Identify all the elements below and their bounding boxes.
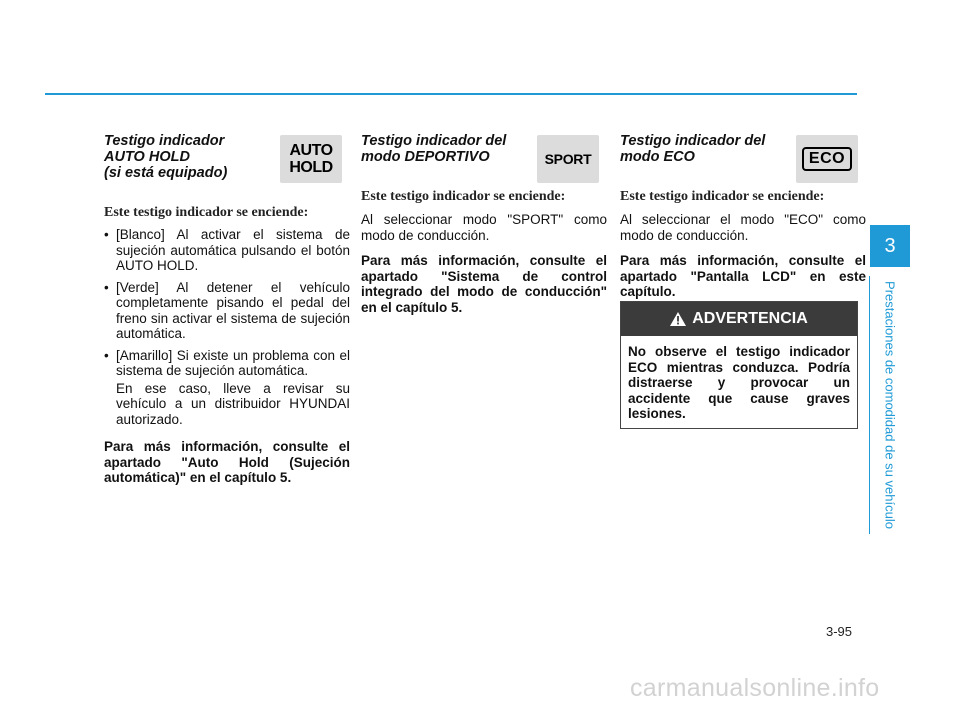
section-note: Para más información, consulte el apartado "Pantalla LCD" en este capítulo. [620, 253, 866, 299]
section-subhead: Este testigo indicador se enciende: [361, 189, 566, 204]
section-note: Para más información, consulte el apartado "Sistema de control integrado del modo de conducción" en el capítulo 5. [361, 253, 607, 315]
section-body: Al seleccionar modo "SPORT" como modo de conducción. [361, 212, 607, 243]
watermark: carmanualsonline.info [630, 674, 880, 702]
page-number: 3-95 [826, 624, 853, 639]
section-body: Al seleccionar el modo "ECO" como modo de conducción. [620, 212, 866, 243]
eco-indicator-icon: ECO [796, 135, 858, 183]
list-item: • [Verde] Al detener el vehículo completamente pisando el pedal del freno sin activar el sistema de sujeción automática. [104, 280, 350, 342]
warning-text: No observe el testigo indicador ECO mientras conduzca. Podría distraerse y provocar un accidente que cause graves lesiones. [628, 344, 850, 421]
section-heading: Testigo indicador AUTO HOLD (si está equipado) [104, 133, 228, 181]
section-sport-mode [361, 133, 607, 315]
section-note: Para más información, consulte el apartado "Auto Hold (Sujeción automática)" en el capítulo 5. [104, 439, 350, 485]
section-eco-mode [620, 133, 866, 300]
top-rule [45, 93, 857, 95]
list-item: • [Amarillo] Si existe un problema con el sistema de sujeción automática. [104, 348, 350, 379]
warning-triangle-icon [670, 312, 686, 326]
warning-header [621, 302, 857, 336]
section-auto-hold [104, 133, 350, 486]
list-item: • [Blanco] Al activar el sistema de sujeción automática pulsando el botón AUTO HOLD. [104, 227, 350, 274]
section-subhead: Este testigo indicador se enciende: [620, 189, 825, 204]
section-heading: Testigo indicador del modo DEPORTIVO [361, 133, 507, 165]
auto-hold-indicator-icon: AUTO HOLD [280, 135, 342, 183]
section-subhead: Este testigo indicador se enciende: [104, 205, 309, 220]
warning-title: ADVERTENCIA [692, 310, 808, 327]
chapter-title: Prestaciones de comodidad de su vehículo [882, 281, 898, 529]
section-heading: Testigo indicador del modo ECO [620, 133, 766, 165]
warning-box [620, 301, 858, 429]
side-rule [869, 276, 870, 534]
bullet-continuation: En ese caso, lleve a revisar su vehículo a un distribuidor HYUNDAI autorizado. [116, 380, 350, 427]
sport-indicator-icon: SPORT [537, 135, 599, 183]
chapter-tab: 3 [870, 225, 910, 267]
bullet-list [104, 227, 350, 379]
